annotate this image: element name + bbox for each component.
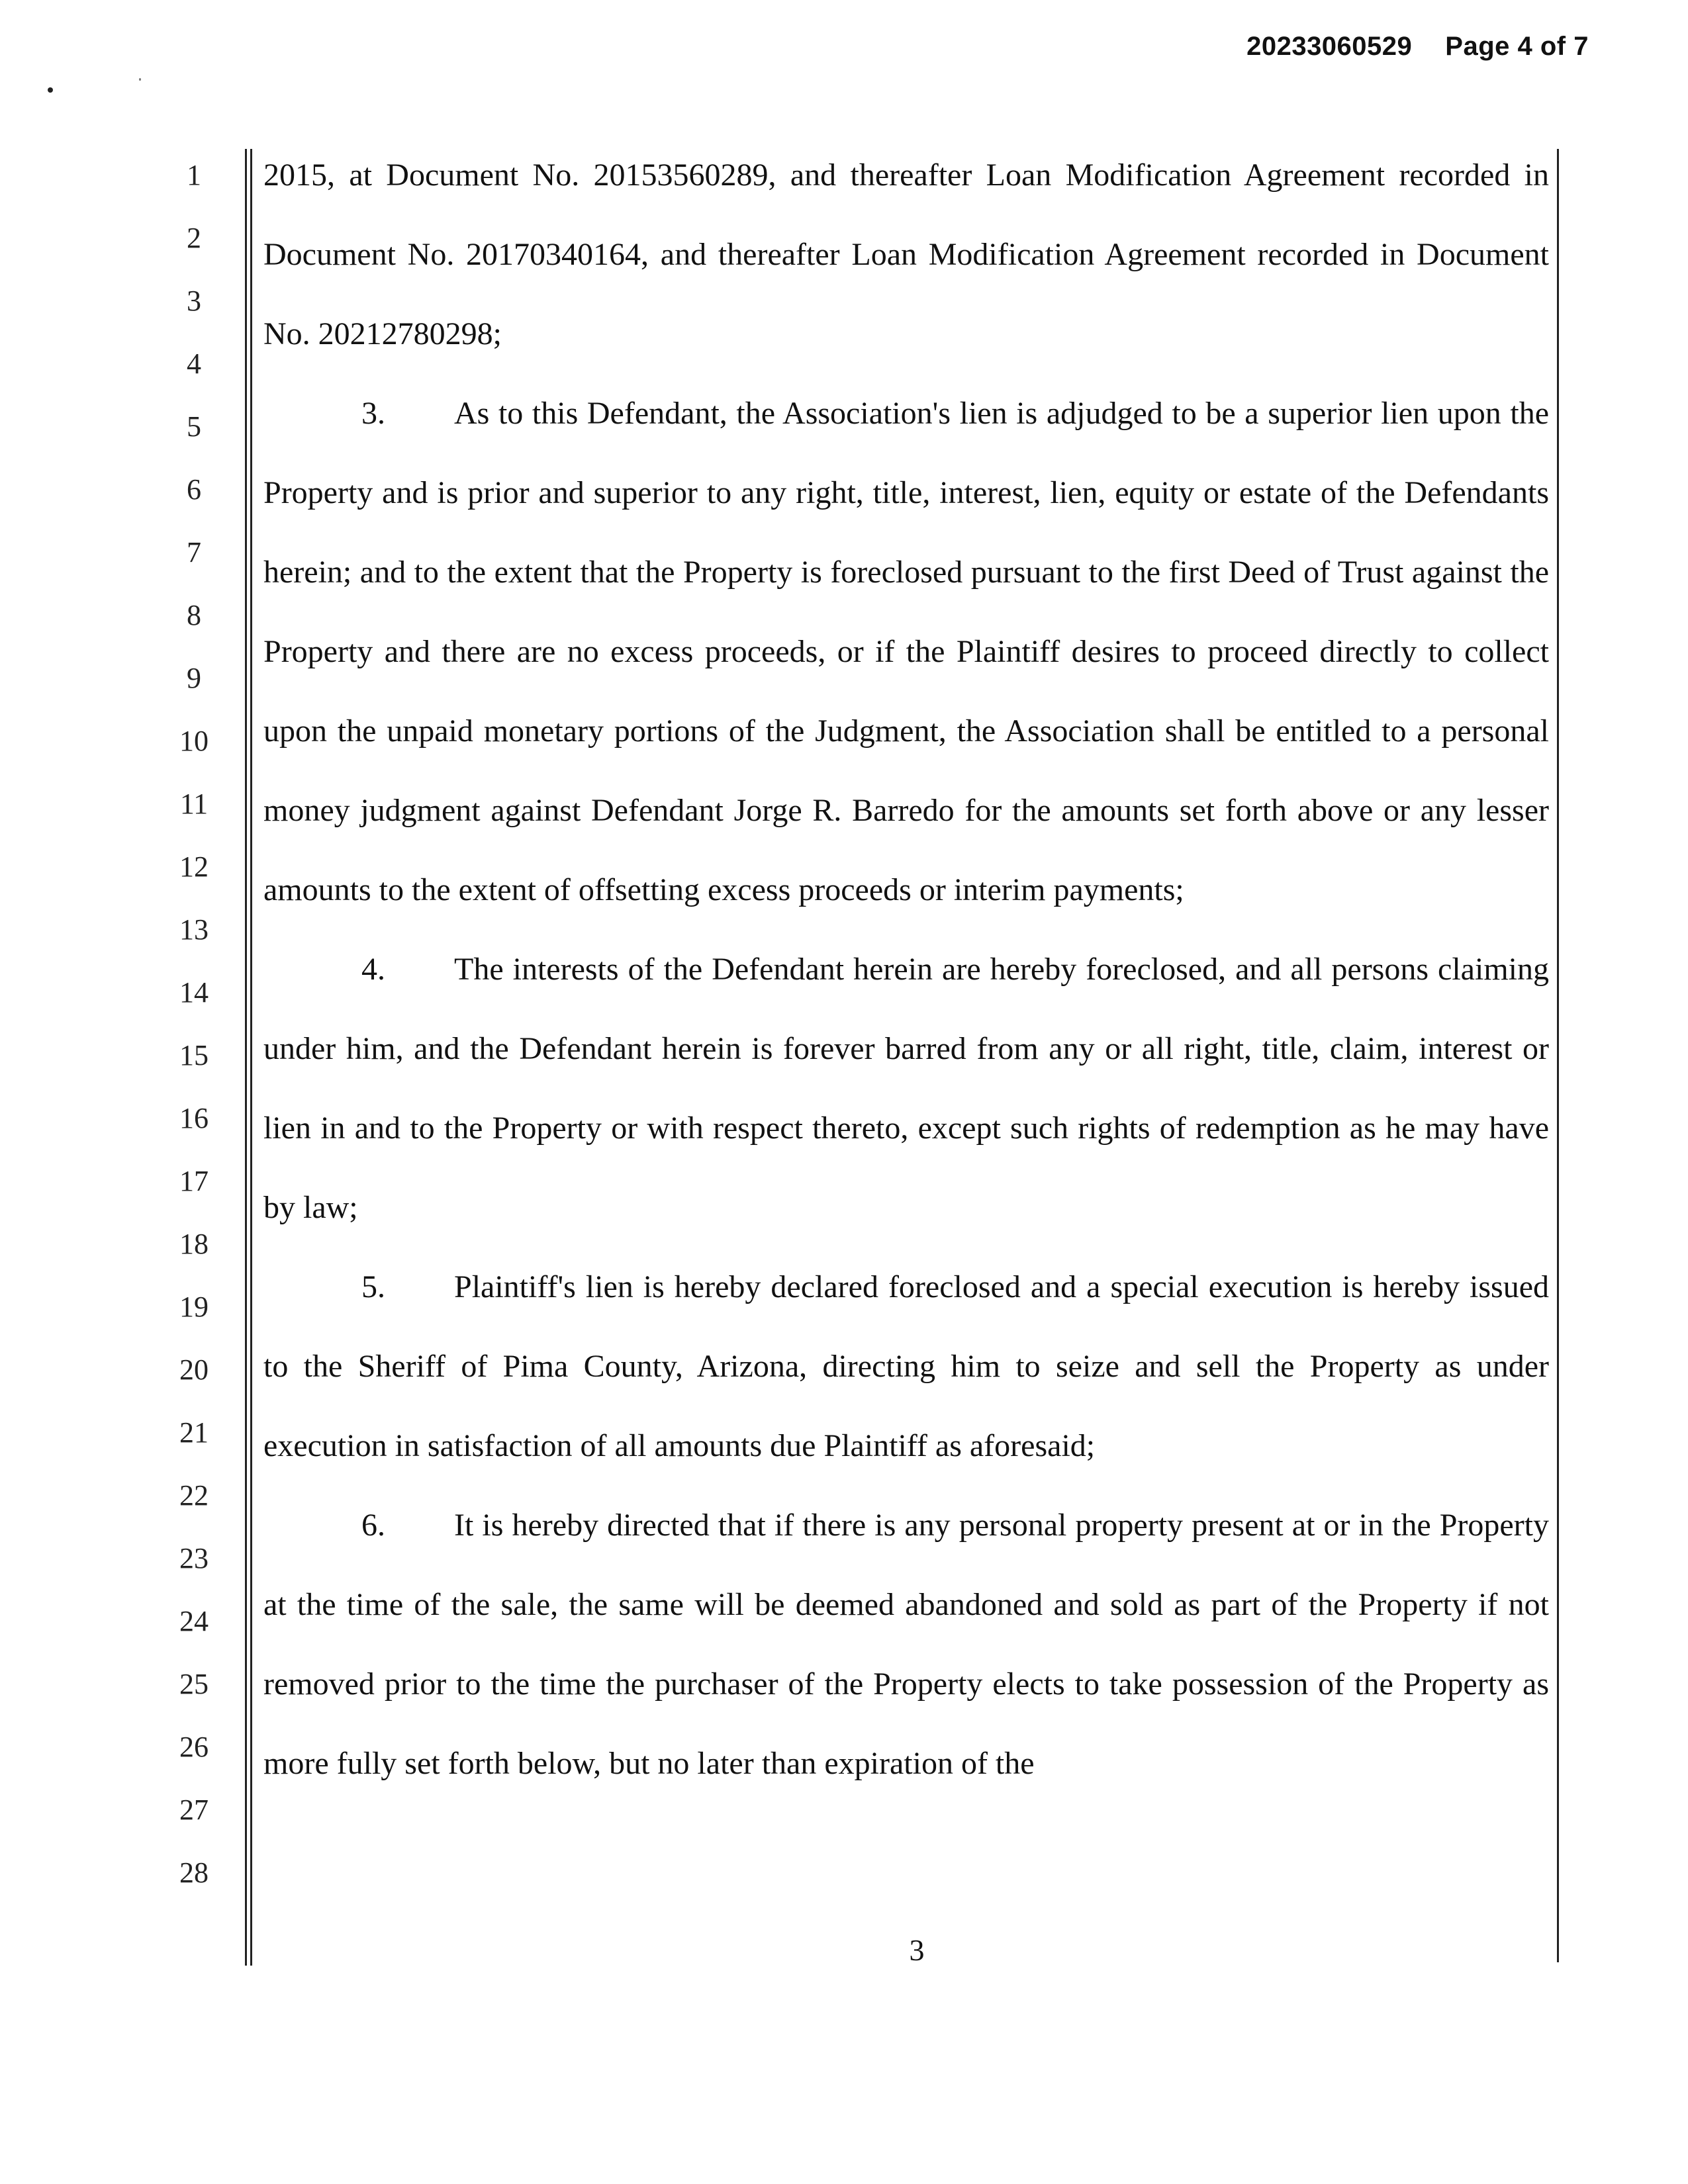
document-body xyxy=(263,136,1549,1803)
line-number: 19 xyxy=(179,1291,209,1323)
line-number: 16 xyxy=(179,1102,209,1134)
line-number: 28 xyxy=(179,1856,209,1889)
line-number: 2 xyxy=(187,222,201,254)
paragraph-3: 3. As to this Defendant, the Association's lien is adjudged to be a superior lien upon the Property and is prior and superior to any right, title, interest, lien, equity or estate of the Defendants herein; and to the extent that the Property is foreclosed pursuant to the first Deed of Trust against the Property and there are no excess proceeds, or if the Plaintiff desires to proceed directly to collect upon the unpaid monetary portions of the Judgment, the Association shall be entitled to a personal money judgment against Defendant Jorge R. Barredo for the amounts set forth above or any lesser amounts to the extent of offsetting excess proceeds or interim payments; xyxy=(263,374,1549,930)
right-margin-rule xyxy=(1557,149,1559,1962)
line-number: 13 xyxy=(179,913,209,946)
line-number: 25 xyxy=(179,1668,209,1700)
line-number: 5 xyxy=(187,410,201,443)
line-number: 8 xyxy=(187,599,201,631)
paragraph-number: 4. xyxy=(361,952,385,987)
line-number: 9 xyxy=(187,662,201,694)
line-number: 1 xyxy=(187,159,201,191)
line-number: 11 xyxy=(179,788,209,820)
line-number: 6 xyxy=(187,473,201,506)
line-number: 23 xyxy=(179,1542,209,1574)
paragraph-5: 5. Plaintiff's lien is hereby declared foreclosed and a special execution is hereby issued to the Sheriff of Pima County, Arizona, directing him to seize and sell the Property as under execution in satisfaction of all amounts due Plaintiff as aforesaid; xyxy=(263,1248,1549,1486)
paragraph-number: 3. xyxy=(361,396,385,431)
line-number: 7 xyxy=(187,536,201,569)
line-number: 10 xyxy=(179,725,209,757)
page-number: 3 xyxy=(909,1933,925,1967)
line-number: 27 xyxy=(179,1794,209,1826)
left-margin-rule-outer xyxy=(245,149,247,1966)
paragraph-number: 5. xyxy=(361,1269,385,1304)
line-number: 22 xyxy=(179,1479,209,1512)
scan-speck xyxy=(48,87,53,93)
line-number: 15 xyxy=(179,1039,209,1071)
line-number: 17 xyxy=(179,1165,209,1197)
line-number: 14 xyxy=(179,976,209,1009)
line-number: 26 xyxy=(179,1731,209,1763)
document-number: 20233060529 xyxy=(1246,32,1413,61)
page-label: Page 4 of 7 xyxy=(1445,32,1589,61)
line-number: 24 xyxy=(179,1605,209,1637)
line-number: 20 xyxy=(179,1353,209,1386)
line-number: 4 xyxy=(187,347,201,380)
line-number: 3 xyxy=(187,285,201,317)
paragraph-4: 4. The interests of the Defendant herein are hereby foreclosed, and all persons claiming under him, and the Defendant herein is forever barred from any or all right, title, claim, interest or lien in and to the Property or with respect thereto, except such rights of redemption as he may have by law; xyxy=(263,930,1549,1248)
left-margin-rule-inner xyxy=(250,149,252,1966)
line-number: 21 xyxy=(179,1416,209,1449)
scan-speck xyxy=(139,78,141,81)
paragraph-number: 6. xyxy=(361,1508,385,1543)
paragraph-6: 6. It is hereby directed that if there is any personal property present at or in the Property at the time of the sale, the same will be deemed abandoned and sold as part of the Property if not removed prior to the time the purchaser of the Property elects to take possession of the Property as more fully set forth below, but no later than expiration of the xyxy=(263,1486,1549,1803)
line-number: 18 xyxy=(179,1228,209,1260)
line-number: 12 xyxy=(179,850,209,883)
recording-header xyxy=(1246,32,1589,62)
paragraph-continuation: 2015, at Document No. 20153560289, and thereafter Loan Modification Agreement recorded in Document No. 20170340164, and thereafter Loan Modification Agreement recorded in Document No. 20212780298; xyxy=(263,158,1549,351)
